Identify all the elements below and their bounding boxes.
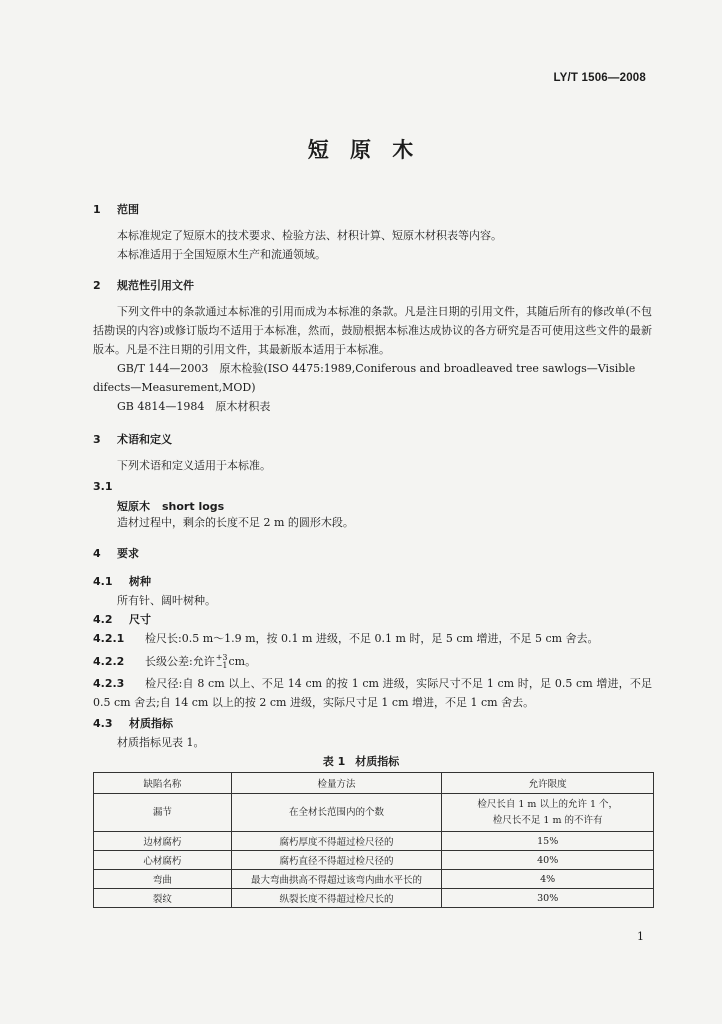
defect-name: 漏节: [94, 794, 232, 832]
section-title: 范围: [117, 203, 139, 216]
clause-number: 4.2: [93, 613, 113, 626]
allowed-limit: 40%: [442, 851, 654, 870]
clause-number: 4.2.2: [93, 655, 125, 668]
measure-method: 最大弯曲拱高不得超过该弯内曲水平长的: [231, 870, 442, 889]
clause-4-2-3: [93, 674, 652, 712]
defect-name: 弯曲: [94, 870, 232, 889]
defect-name: 心材腐朽: [94, 851, 232, 870]
clause-4-3: [93, 714, 652, 733]
table-caption: [0, 753, 722, 769]
measure-method: 在全材长范围内的个数: [231, 794, 442, 832]
section-2-heading: [93, 277, 194, 293]
tolerance-upper: +3: [215, 653, 228, 662]
section-4-heading: [93, 545, 139, 561]
defect-name: 边材腐朽: [94, 832, 232, 851]
allowed-limit: 4%: [442, 870, 654, 889]
section-title: 规范性引用文件: [117, 279, 194, 292]
clause-title: 材质指标: [129, 717, 173, 730]
allowed-limit-line1: 检尺长自 1 m 以上的允许 1 个，: [477, 798, 619, 810]
table-row: [94, 851, 654, 870]
clause-4-2: [93, 610, 652, 629]
allowed-limit: 15%: [442, 832, 654, 851]
section-1-heading: [93, 201, 139, 217]
term-definition: 造材过程中，剩余的长度不足 2 m 的圆形木段。: [117, 516, 354, 529]
clause-number: 4.2.1: [93, 632, 125, 645]
section-3-heading: [93, 431, 172, 447]
clause-text: 长级公差:允许: [145, 655, 215, 668]
term-name: [117, 498, 224, 514]
clause-text: 检尺径:自 8 cm 以上、不足 14 cm 的按 1 cm 进级，实际尺寸不足 1 cm 时，足 0.5 cm 增进，不足 0.5 cm 舍去;自 14 cm 以上的按 2 cm 进级，实际尺寸足 1 cm 增进，不足 1 cm 舍去。: [93, 677, 652, 709]
clause-4-2-2: [93, 652, 652, 671]
table-header-cell: 缺陷名称: [94, 773, 232, 794]
table-header-cell: 允许限度: [442, 773, 654, 794]
allowed-limit: 30%: [442, 889, 654, 908]
measure-method: 腐朽厚度不得超过检尺径的: [231, 832, 442, 851]
section-number: 4: [93, 547, 101, 560]
clause-4-2-1: [93, 629, 652, 648]
table-header-cell: 检量方法: [231, 773, 442, 794]
measure-method: 纵裂长度不得超过检尺长的: [231, 889, 442, 908]
tolerance-unit: cm。: [228, 655, 257, 668]
reference-gb4814: GB 4814—1984 原木材积表: [117, 400, 271, 413]
table-row: [94, 832, 654, 851]
section-title: 术语和定义: [117, 433, 172, 446]
measure-method: 腐朽直径不得超过检尺径的: [231, 851, 442, 870]
terms-intro: 下列术语和定义适用于本标准。: [117, 459, 271, 472]
clause-title: 尺寸: [129, 613, 151, 626]
table-number: 表 1: [322, 755, 346, 768]
document-code: LY/T 1506—2008: [553, 72, 646, 84]
normative-references-paragraph: 下列文件中的条款通过本标准的引用而成为本标准的条款。凡是注日期的引用文件，其随后所有的修改单(不包括勘误的内容)或修订版均不适用于本标准，然而，鼓励根据本标准达成协议的各方研究是否可使用这些文件的最新版本。凡是不注日期的引用文件，其最新版本适用于本标准。: [93, 305, 652, 356]
term-number: 3.1: [93, 480, 113, 493]
clause-number: 4.1: [93, 575, 113, 588]
document-title: 短 原 木: [307, 137, 415, 162]
allowed-limit: [442, 794, 654, 832]
table-header-row: [94, 773, 654, 794]
tolerance-fraction: [216, 654, 228, 670]
allowed-limit-line2: 检尺长不足 1 m 的不许有: [492, 814, 603, 826]
defect-name: 裂纹: [94, 889, 232, 908]
clause-number: 4.3: [93, 717, 113, 730]
table-row: [94, 794, 654, 832]
scope-paragraph-2: 本标准适用于全国短原木生产和流通领域。: [117, 248, 326, 261]
clause-4-1: [93, 572, 652, 591]
scope-paragraph-1: 本标准规定了短原木的技术要求、检验方法、材积计算、短原木材积表等内容。: [117, 229, 502, 242]
clause-text: 检尺长:0.5 m～1.9 m，按 0.1 m 进级，不足 0.1 m 时，足 5 cm 增进，不足 5 cm 舍去。: [145, 632, 599, 645]
table-row: [94, 870, 654, 889]
tolerance-lower: −1: [215, 661, 228, 670]
clause-title: 树种: [129, 575, 151, 588]
reference-gbt144-line1: GB/T 144—2003 原木检验(ISO 4475:1989,Coniferous and broadleaved tree sawlogs—Visible: [117, 362, 636, 375]
clause-number: 4.2.3: [93, 677, 125, 690]
section-title: 要求: [117, 547, 139, 560]
section-number: 1: [93, 203, 101, 216]
section-number: 3: [93, 433, 101, 446]
clause-4-3-text: 材质指标见表 1。: [117, 736, 205, 749]
section-number: 2: [93, 279, 101, 292]
table-title: 材质指标: [355, 755, 400, 768]
reference-gbt144-line2: difects—Measurement,MOD): [93, 381, 256, 394]
clause-4-1-text: 所有针、阔叶树种。: [117, 594, 216, 607]
quality-index-table: [93, 772, 654, 908]
term-chinese: 短原木: [117, 500, 150, 513]
page-number: 1: [637, 930, 644, 943]
term-english: short logs: [162, 500, 225, 513]
table-row: [94, 889, 654, 908]
